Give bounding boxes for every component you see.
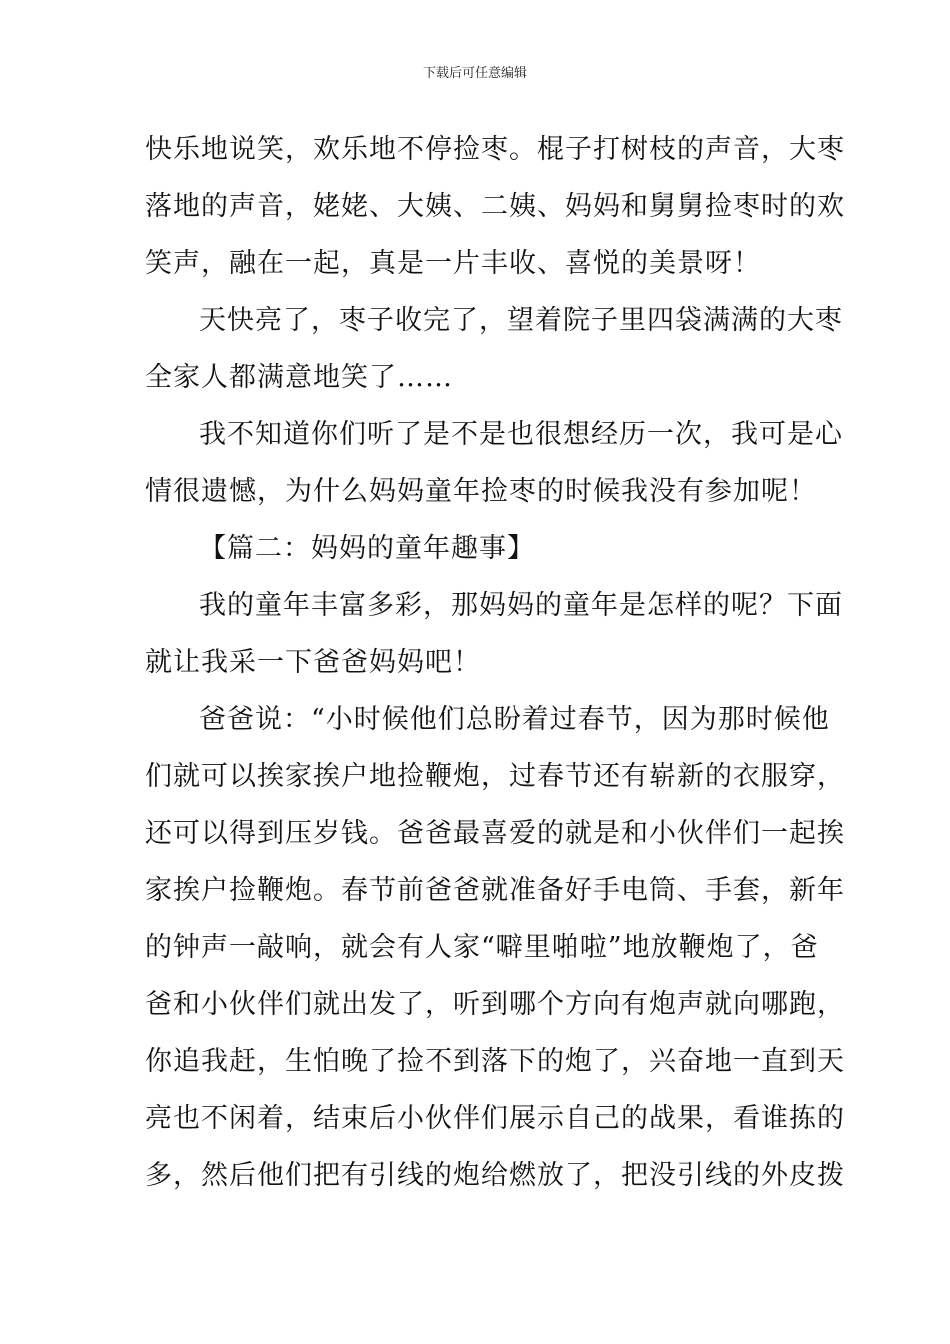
page-header: 下载后可任意编辑 xyxy=(422,66,527,81)
text-line: 快乐地说笑，欢乐地不停捡枣。棍子打树枝的声音，大枣 xyxy=(145,134,845,165)
paragraph-first-line: 我不知道你们听了是不是也很想经历一次，我可是心 xyxy=(199,419,843,450)
text-line: 还可以得到压岁钱。爸爸最喜爱的就是和小伙伴们一起挨 xyxy=(145,818,845,849)
text-line: 情很遗憾，为什么妈妈童年捡枣的时候我没有参加呢！ xyxy=(145,476,817,507)
text-line: 全家人都满意地笑了…… xyxy=(145,362,453,393)
text-line: 家挨户捡鞭炮。春节前爸爸就准备好手电筒、手套，新年 xyxy=(145,875,845,906)
text-line: 亮也不闲着，结束后小伙伴们展示自己的战果，看谁拣的 xyxy=(145,1103,845,1134)
text-line: 你追我赶，生怕晚了捡不到落下的炮了，兴奋地一直到天 xyxy=(145,1046,845,1077)
paragraph-first-line: 爸爸说：“小时候他们总盼着过春节，因为那时候他 xyxy=(199,704,830,735)
text-line: 笑声，融在一起，真是一片丰收、喜悦的美景呀！ xyxy=(145,248,761,279)
text-line: 爸和小伙伴们就出发了，听到哪个方向有炮声就向哪跑， xyxy=(145,989,845,1020)
text-line: 的钟声一敲响，就会有人家“噼里啪啦”地放鞭炮了，爸 xyxy=(145,932,819,963)
paragraph-first-line: 我的童年丰富多彩，那妈妈的童年是怎样的呢？下面 xyxy=(199,590,843,621)
text-line: 就让我采一下爸爸妈妈吧！ xyxy=(145,647,481,678)
text-line: 落地的声音，姥姥、大姨、二姨、妈妈和舅舅捡枣时的欢 xyxy=(145,191,845,222)
section-heading: 【篇二：妈妈的童年趣事】 xyxy=(199,533,535,564)
paragraph-first-line: 天快亮了，枣子收完了，望着院子里四袋满满的大枣 xyxy=(199,305,843,336)
text-line: 多，然后他们把有引线的炮给燃放了，把没引线的外皮拨 xyxy=(145,1160,845,1191)
text-line: 们就可以挨家挨户地捡鞭炮，过春节还有崭新的衣服穿， xyxy=(145,761,845,792)
